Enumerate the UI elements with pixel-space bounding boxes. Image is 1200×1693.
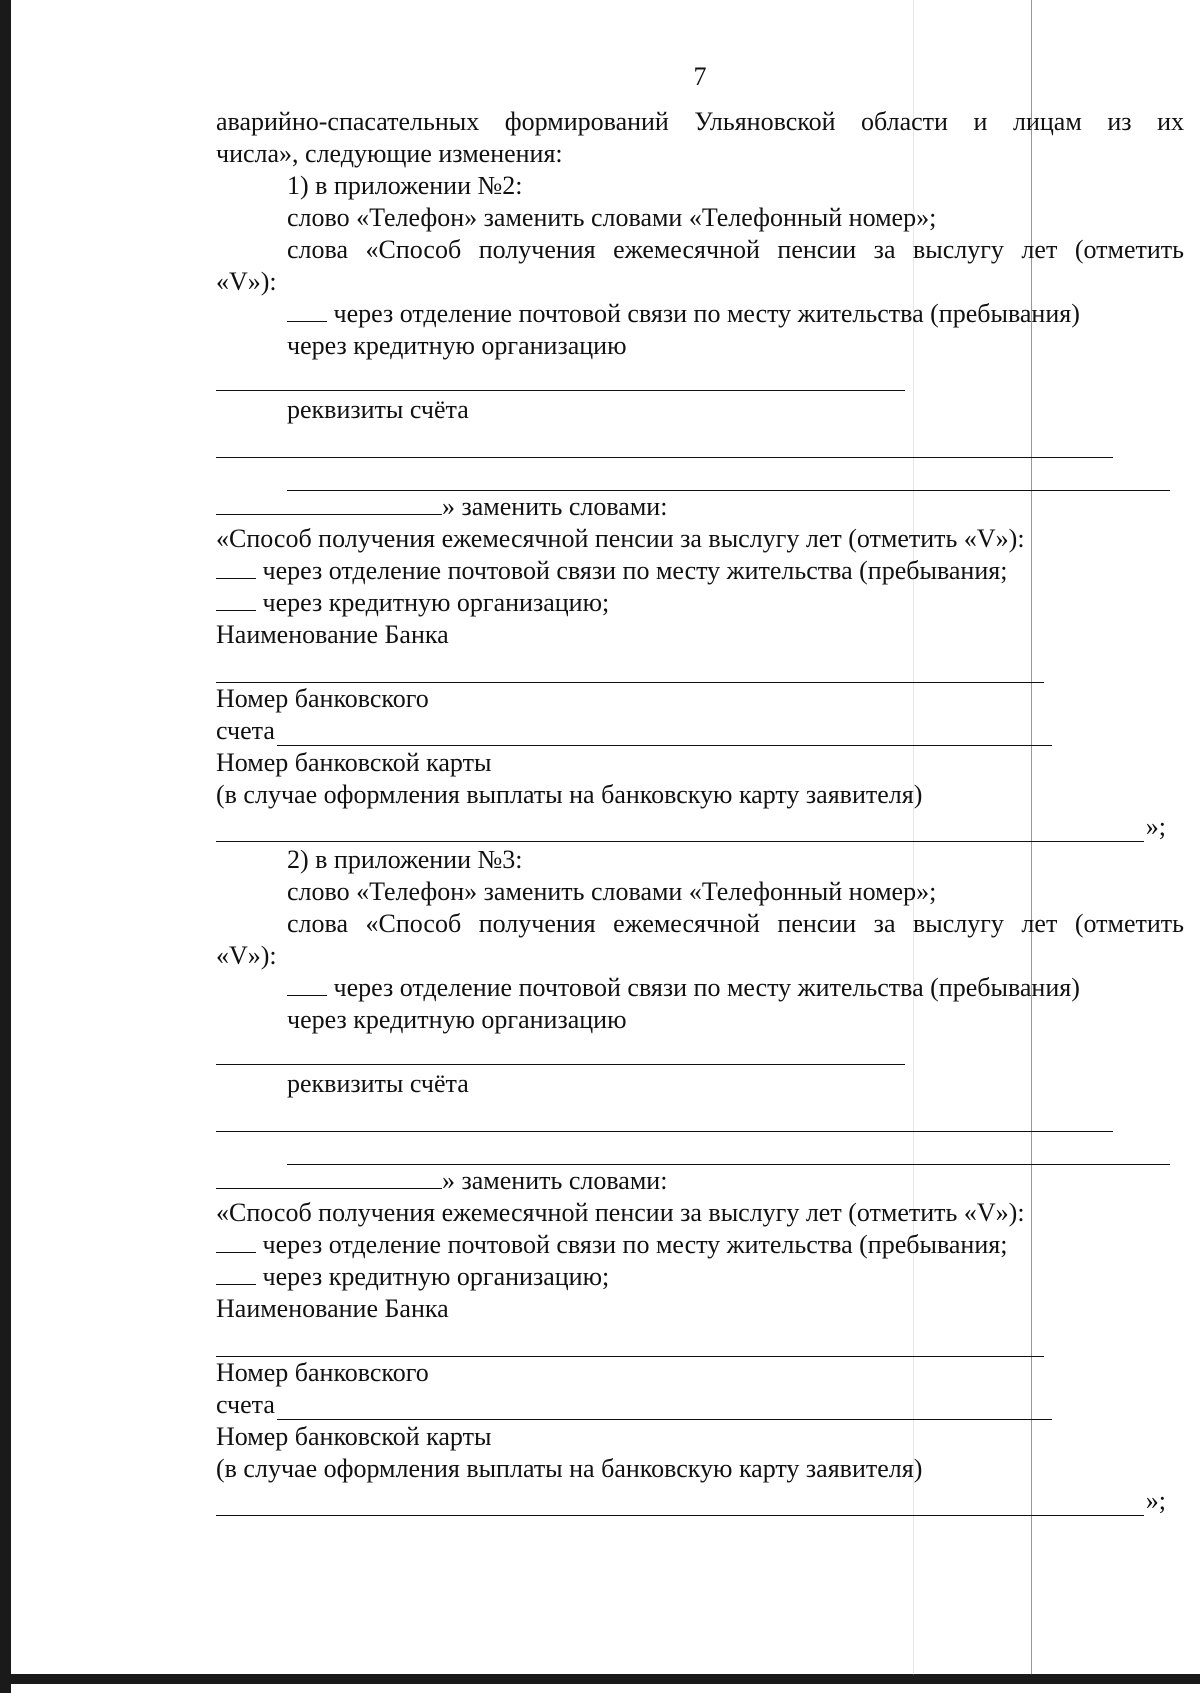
section1-card-label: Номер банковской карты [216,748,492,777]
section1-new-credit-option: через кредитную организацию; [216,588,609,618]
section2-new-credit-option: через кредитную организацию; [216,1262,609,1292]
section1-post-option: через отделение почтовой связи по месту жительства (пребывания) [287,299,1080,329]
blank-line [216,682,1044,683]
blank-line [277,723,1052,746]
section1-card-note: (в случае оформления выплаты на банковскую карту заявителя) [216,780,923,809]
blank-line [287,490,1170,491]
section2-card-label: Номер банковской карты [216,1422,492,1451]
section2-replace-with: » заменить словами: [216,1166,667,1196]
blank-line [287,1164,1170,1165]
section1-new-method: «Способ получения ежемесячной пенсии за выслугу лет (отметить «V»): [216,524,1025,553]
section2-method-line1: слова «Способ получения ежемесячной пенсии за выслугу лет (отметить [287,909,1184,938]
section1-credit-option: через кредитную организацию [287,331,627,360]
blank-line [216,819,1144,842]
section1-method-line2: «V»): [216,267,277,296]
section1-account-row [216,716,1052,746]
section1-replace-with: » заменить словами: [216,492,667,522]
section2-new-post-option: через отделение почтовой связи по месту жительства (пребывания; [216,1230,1007,1260]
blank-line [216,457,1113,458]
scan-left-border [0,0,11,1693]
checkbox-blank [216,588,256,611]
section2-new-method: «Способ получения ежемесячной пенсии за выслугу лет (отметить «V»): [216,1198,1025,1227]
blank-line [216,1356,1044,1357]
blank-line [216,1166,442,1189]
section2-card-note: (в случае оформления выплаты на банковскую карту заявителя) [216,1454,923,1483]
section1-account-label-2: счета [216,716,275,745]
section1-requisites: реквизиты счёта [287,395,469,424]
section1-method-line1: слова «Способ получения ежемесячной пенсии за выслугу лет (отметить [287,235,1184,264]
blank-line [216,1064,905,1065]
blank-line [216,492,442,515]
section2-requisites: реквизиты счёта [287,1069,469,1098]
section1-closing: »; [1145,812,1166,841]
checkbox-blank [216,556,256,579]
section1-bank-name: Наименование Банка [216,620,449,649]
checkbox-blank [287,299,327,322]
blank-line [277,1397,1052,1420]
page-number: 7 [693,62,707,91]
section2-post-option: через отделение почтовой связи по месту жительства (пребывания) [287,973,1080,1003]
section2-phone-change: слово «Телефон» заменить словами «Телефонный номер»; [287,877,937,906]
section2-closing-row [216,1486,1166,1516]
blank-line [216,1131,1113,1132]
blank-line [216,1493,1144,1516]
scan-bottom-border [0,1674,1200,1684]
checkbox-blank [216,1230,256,1253]
section2-bank-name: Наименование Банка [216,1294,449,1323]
section2-account-label-2: счета [216,1390,275,1419]
section1-closing-row [216,812,1166,842]
section1-phone-change: слово «Телефон» заменить словами «Телефонный номер»; [287,203,937,232]
section2-heading: 2) в приложении №3: [287,845,523,874]
checkbox-blank [287,973,327,996]
section2-account-label: Номер банковского [216,1358,429,1387]
section2-credit-option: через кредитную организацию [287,1005,627,1034]
intro-line-2: числа», следующие изменения: [216,139,563,168]
section1-new-post-option: через отделение почтовой связи по месту жительства (пребывания; [216,556,1007,586]
blank-line [216,390,905,391]
section2-account-row [216,1390,1052,1420]
section1-account-label: Номер банковского [216,684,429,713]
section2-closing: »; [1145,1486,1166,1515]
checkbox-blank [216,1262,256,1285]
section1-heading: 1) в приложении №2: [287,171,523,200]
section2-method-line2: «V»): [216,941,277,970]
intro-line-1: аварийно-спасательных формирований Ульяновской области и лицам из их [216,107,1184,136]
